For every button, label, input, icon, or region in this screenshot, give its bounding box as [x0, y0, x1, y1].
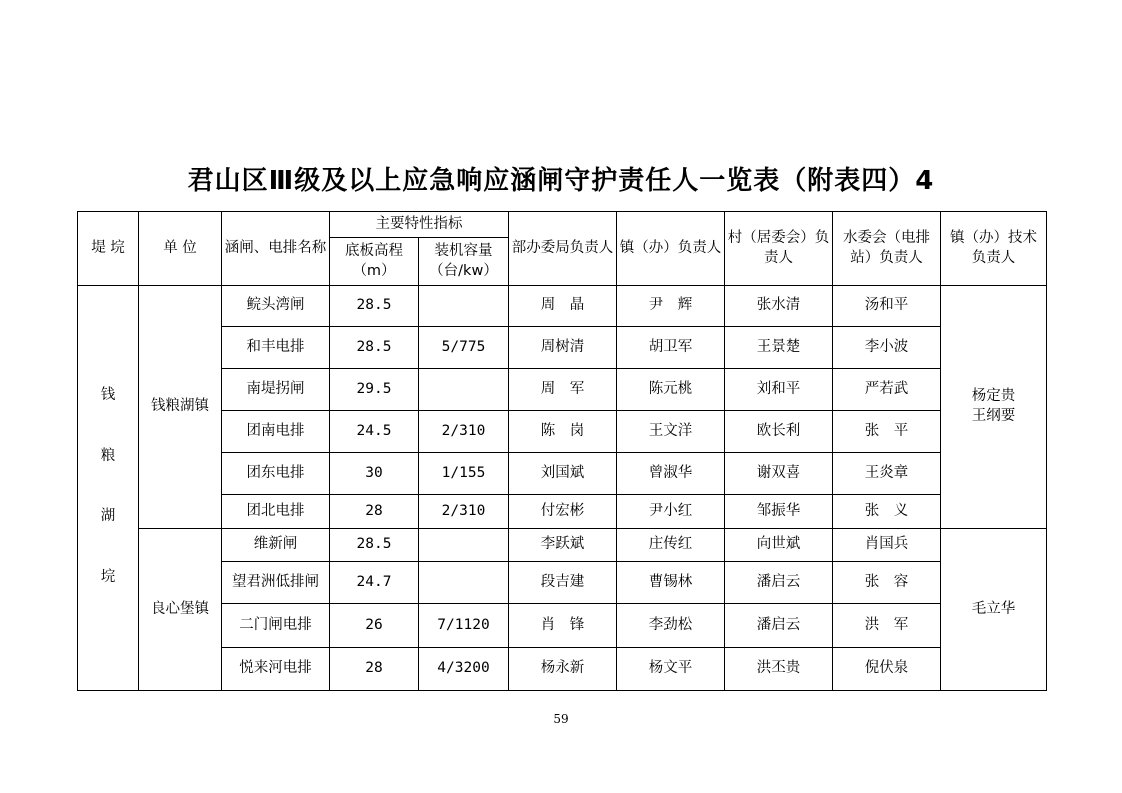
town-owner-cell: 曾淑华 — [617, 453, 725, 495]
table-row — [78, 495, 1047, 529]
gate-name-cell: 鲩头湾闸 — [222, 286, 330, 327]
gate-name-cell: 和丰电排 — [222, 327, 330, 369]
town-owner-cell: 陈元桃 — [617, 369, 725, 411]
tech-owner-cell: 杨定贵 王纲要 — [941, 286, 1047, 529]
page-title: 君山区Ⅲ级及以上应急响应涵闸守护责任人一览表（附表四）4 — [187, 166, 935, 196]
header-water-owner: 水委会（电排站）负责人 — [833, 212, 941, 286]
water-owner-cell: 严若武 — [833, 369, 941, 411]
tech-owner-cell: 毛立华 — [941, 529, 1047, 691]
water-owner-cell: 洪 军 — [833, 604, 941, 648]
table-row — [78, 411, 1047, 453]
table-body — [78, 286, 1047, 691]
dept-owner-cell: 周 军 — [509, 369, 617, 411]
water-owner-cell: 王炎章 — [833, 453, 941, 495]
water-owner-cell: 倪伏泉 — [833, 648, 941, 691]
dept-owner-cell: 杨永新 — [509, 648, 617, 691]
gate-name-cell: 望君洲低排闸 — [222, 562, 330, 604]
table-row — [78, 648, 1047, 691]
unit-cell: 钱粮湖镇 — [139, 286, 222, 529]
town-owner-cell: 胡卫军 — [617, 327, 725, 369]
town-owner-cell: 尹小红 — [617, 495, 725, 529]
water-owner-cell: 汤和平 — [833, 286, 941, 327]
dept-owner-cell: 刘国斌 — [509, 453, 617, 495]
village-owner-cell: 洪丕贵 — [725, 648, 833, 691]
header-village-owner: 村（居委会）负责人 — [725, 212, 833, 286]
water-owner-cell: 李小波 — [833, 327, 941, 369]
floor-elevation-cell: 28 — [330, 648, 419, 691]
town-owner-cell: 庄传红 — [617, 529, 725, 562]
capacity-cell: 2/310 — [419, 411, 509, 453]
village-owner-cell: 谢双喜 — [725, 453, 833, 495]
capacity-cell: 5/775 — [419, 327, 509, 369]
gate-name-cell: 悦来河电排 — [222, 648, 330, 691]
village-owner-cell: 王景楚 — [725, 327, 833, 369]
capacity-cell — [419, 369, 509, 411]
table-row — [78, 327, 1047, 369]
village-owner-cell: 潘启云 — [725, 562, 833, 604]
water-owner-cell: 张 平 — [833, 411, 941, 453]
dept-owner-cell: 陈 岗 — [509, 411, 617, 453]
gate-name-cell: 维新闸 — [222, 529, 330, 562]
unit-cell: 良心堡镇 — [139, 529, 222, 691]
village-owner-cell: 张水清 — [725, 286, 833, 327]
capacity-cell: 7/1120 — [419, 604, 509, 648]
header-unit: 单 位 — [139, 212, 222, 286]
table-row — [78, 529, 1047, 562]
table-row — [78, 286, 1047, 327]
header-town-owner: 镇（办）负责人 — [617, 212, 725, 286]
gate-name-cell: 南堤拐闸 — [222, 369, 330, 411]
header-floor-elevation: 底板高程（m） — [330, 238, 419, 286]
responsibility-table — [77, 211, 1047, 691]
dept-owner-cell: 段吉建 — [509, 562, 617, 604]
dike-name-cell — [78, 286, 139, 691]
dike-name-char: 湖 — [100, 508, 116, 525]
town-owner-cell: 杨文平 — [617, 648, 725, 691]
capacity-cell: 2/310 — [419, 495, 509, 529]
village-owner-cell: 欧长利 — [725, 411, 833, 453]
header-tech-owner: 镇（办）技术负责人 — [941, 212, 1047, 286]
dike-name-char: 粮 — [100, 447, 116, 464]
capacity-cell: 1/155 — [419, 453, 509, 495]
capacity-cell — [419, 562, 509, 604]
header-dike: 堤 垸 — [78, 212, 139, 286]
village-owner-cell: 刘和平 — [725, 369, 833, 411]
capacity-cell — [419, 529, 509, 562]
table-row — [78, 562, 1047, 604]
floor-elevation-cell: 24.7 — [330, 562, 419, 604]
gate-name-cell: 团南电排 — [222, 411, 330, 453]
floor-elevation-cell: 28.5 — [330, 529, 419, 562]
floor-elevation-cell: 26 — [330, 604, 419, 648]
dike-name-char: 垸 — [100, 568, 116, 585]
dept-owner-cell: 周 晶 — [509, 286, 617, 327]
floor-elevation-cell: 30 — [330, 453, 419, 495]
header-dept-owner: 部办委局负责人 — [509, 212, 617, 286]
floor-elevation-cell: 28.5 — [330, 327, 419, 369]
dike-name-char: 钱 — [100, 387, 116, 404]
table-row — [78, 604, 1047, 648]
dept-owner-cell: 肖 锋 — [509, 604, 617, 648]
dept-owner-cell: 李跃斌 — [509, 529, 617, 562]
capacity-cell: 4/3200 — [419, 648, 509, 691]
water-owner-cell: 肖国兵 — [833, 529, 941, 562]
water-owner-cell: 张 义 — [833, 495, 941, 529]
town-owner-cell: 尹 辉 — [617, 286, 725, 327]
capacity-cell — [419, 286, 509, 327]
header-capacity: 装机容量（台/kw） — [419, 238, 509, 286]
header-gate-name: 涵闸、电排名称 — [222, 212, 330, 286]
gate-name-cell: 二门闸电排 — [222, 604, 330, 648]
town-owner-cell: 王文洋 — [617, 411, 725, 453]
gate-name-cell: 团北电排 — [222, 495, 330, 529]
header-main-specs: 主要特性指标 — [330, 212, 509, 238]
floor-elevation-cell: 29.5 — [330, 369, 419, 411]
floor-elevation-cell: 28 — [330, 495, 419, 529]
table-header — [78, 212, 1047, 286]
floor-elevation-cell: 24.5 — [330, 411, 419, 453]
village-owner-cell: 潘启云 — [725, 604, 833, 648]
village-owner-cell: 向世斌 — [725, 529, 833, 562]
table-row — [78, 369, 1047, 411]
town-owner-cell: 李劲松 — [617, 604, 725, 648]
village-owner-cell: 邹振华 — [725, 495, 833, 529]
water-owner-cell: 张 容 — [833, 562, 941, 604]
page-number: 59 — [553, 712, 569, 726]
town-owner-cell: 曹锡林 — [617, 562, 725, 604]
dept-owner-cell: 周树清 — [509, 327, 617, 369]
floor-elevation-cell: 28.5 — [330, 286, 419, 327]
dept-owner-cell: 付宏彬 — [509, 495, 617, 529]
table-row — [78, 453, 1047, 495]
gate-name-cell: 团东电排 — [222, 453, 330, 495]
